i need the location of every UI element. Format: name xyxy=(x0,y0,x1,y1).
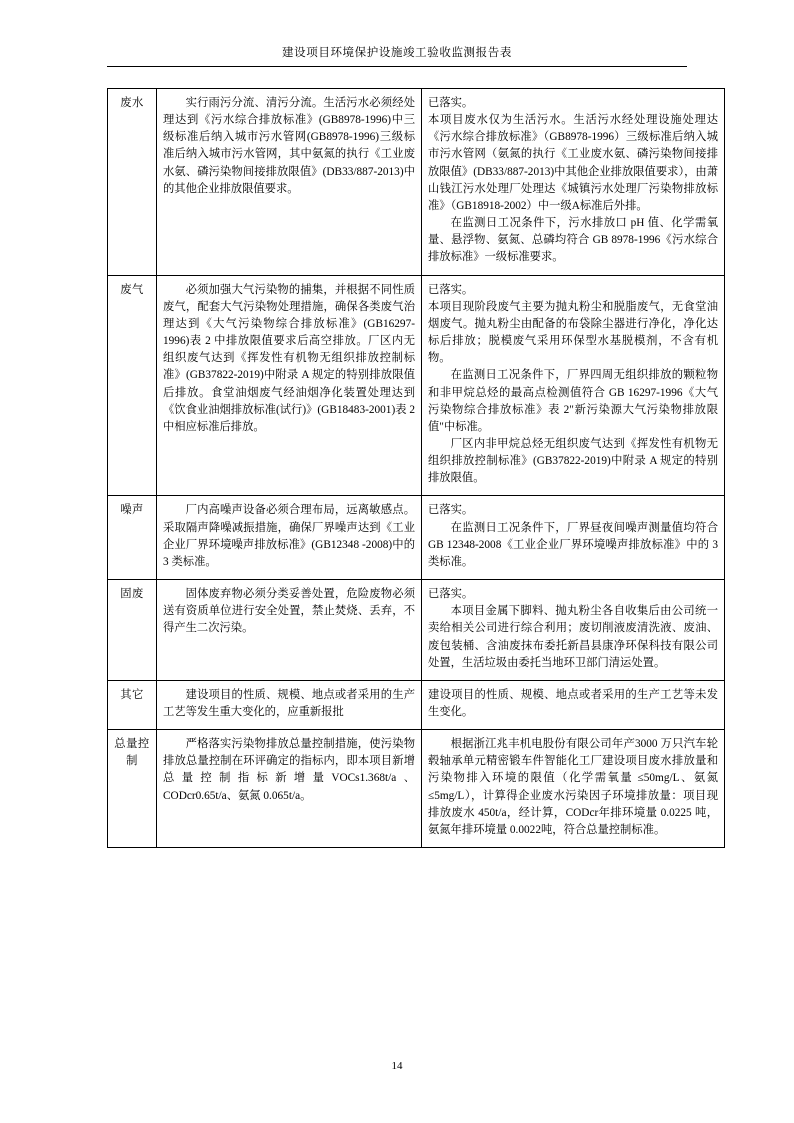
row-label-noise: 噪声 xyxy=(108,496,157,580)
row-result-noise xyxy=(422,496,725,580)
page-header-title: 建设项目环境保护设施竣工验收监测报告表 xyxy=(282,47,512,59)
paragraph: 严格落实污染物排放总量控制措施，使污染物排放总量控制在环评确定的指标内，即本项目新增总量控制指标新增量VOCs1.368t/a、CODcr0.65t/a、氨氮 0.065t/a。 xyxy=(163,738,415,802)
paragraph: 本项目金属下脚料、抛丸粉尘各自收集后由公司统一卖给相关公司进行综合利用；废切削液废清洗液、废油、废包装桶、含油废抹布委托新昌县康净环保科技有限公司处置，生活垃圾由委托当地环卫部门清运处置。 xyxy=(428,605,718,669)
table-row xyxy=(108,730,725,848)
row-requirement-total-control xyxy=(157,730,422,848)
table-row xyxy=(108,496,725,580)
table-row xyxy=(108,580,725,681)
row-requirement-waste-gas xyxy=(157,275,422,496)
paragraph: 已落实。 xyxy=(428,504,474,517)
paragraph: 已落实。 xyxy=(428,97,474,109)
paragraph: 本项目废水仅为生活污水。生活污水经处理设施处理达《污水综合排放标准》（GB8978-1996）三级标准后纳入城市污水管网（氨氮的执行《工业废水氨、磷污染物间接排放限值》(DB33/887-2013)中其他企业排放限值要求），由萧山钱江污水处理厂处理达《城镇污水处理厂污染物排放标准》（GB18918-2002）中一级A标准后外排。 xyxy=(428,114,718,212)
paragraph: 本项目现阶段废气主要为抛丸粉尘和脱脂废气，无食堂油烟废气。抛丸粉尘由配备的布袋除尘器进行净化，净化达标后排放；脱模废气采用环保型水基脱模剂，不含有机物。 xyxy=(428,300,718,365)
table-row xyxy=(108,680,725,729)
paragraph: 建设项目的性质、规模、地点或者采用的生产工艺等未发生变化。 xyxy=(428,688,718,718)
paragraph: 必须加强大气污染物的捕集，并根据不同性质废气，配套大气污染物处理措施，确保各类废气治理达到《大气污染物综合排放标准》(GB16297-1996)表 2 中排放限值要求后高空排放。厂区内无组织废气达到《挥发性有机物无组织排放控制标准》(GB37822-2019)中附录 A 规定的特别排放限值后排放。食堂油烟废气经油烟净化装置处理达到《饮食业油烟排放标准(试行)》(GB18483-2001)表 2 中相应标准后排放。 xyxy=(163,283,415,433)
paragraph: 在监测日工况条件下，厂界四周无组织排放的颗粒物和非甲烷总烃的最高点检测值符合 GB 16297-1996《大气污染物综合排放标准》表 2"新污染源大气污染物排放限值"中标准。 xyxy=(428,369,718,433)
paragraph: 建设项目的性质、规模、地点或者采用的生产工艺等发生重大变化的，应重新报批 xyxy=(163,688,415,718)
paragraph: 在监测日工况条件下，污水排放口 pH 值、化学需氧量、悬浮物、氨氮、总磷均符合 GB 8978-1996《污水综合排放标准》一级标准要求。 xyxy=(428,217,718,264)
table-row xyxy=(108,89,725,276)
paragraph: 厂内高噪声设备必须合理布局，远离敏感点。采取隔声降噪减振措施，确保厂界噪声达到《工业企业厂界环境噪声排放标准》(GB12348 -2008)中的 3 类标准。 xyxy=(163,504,415,568)
row-result-solid-waste xyxy=(422,580,725,681)
paragraph: 实行雨污分流、清污分流。生活污水必须经处理达到《污水综合排放标准》(GB8978-1996)中三级标准后纳入城市污水管网(GB8978-1996)三级标准后纳入城市污水管网，其中氨氮的执行《工业废水氨、磷污染物间接排放限值》(DB33/887-2013)中的其他企业排放限值要求。 xyxy=(163,97,415,195)
row-label-waste-gas: 废气 xyxy=(108,275,157,496)
paragraph: 厂区内非甲烷总烃无组织废气达到《挥发性有机物无组织排放控制标准》(GB37822-2019)中附录 A 规定的特别排放限值。 xyxy=(428,437,718,485)
table-row xyxy=(108,275,725,496)
row-requirement-wastewater xyxy=(157,89,422,276)
acceptance-requirements-table xyxy=(107,88,725,848)
row-label-solid-waste: 固废 xyxy=(108,580,157,681)
paragraph: 根据浙江兆丰机电股份有限公司年产3000 万只汽车轮毂轴承单元精密锻车件智能化工厂建设项目废水排放量和污染物排入环境的限值（化学需氧量 ≤50mg/L、氨氮≤5mg/L），计算得企业废水污染因子环境排放量：项目现排放废水 450t/a，经计算，CODcr年排环境量 0.0225 吨，氨氮年排环境量 0.0022吨，符合总量控制标准。 xyxy=(428,738,718,836)
row-result-wastewater xyxy=(422,89,725,276)
page-number: 14 xyxy=(391,1060,403,1072)
row-result-total-control xyxy=(422,730,725,848)
paragraph: 在监测日工况条件下，厂界昼夜间噪声测量值均符合 GB 12348-2008《工业企业厂界环境噪声排放标准》中的 3 类标准。 xyxy=(428,521,718,568)
row-result-waste-gas xyxy=(422,275,725,496)
paragraph: 固体废弃物必须分类妥善处置，危险废物必须送有资质单位进行安全处置，禁止焚烧、丢弃，不得产生二次污染。 xyxy=(163,588,415,635)
header-divider xyxy=(107,66,687,67)
paragraph: 已落实。 xyxy=(428,588,474,601)
row-label-total-control: 总量控制 xyxy=(108,730,157,848)
row-label-wastewater: 废水 xyxy=(108,89,157,276)
row-label-other: 其它 xyxy=(108,680,157,729)
row-result-other xyxy=(422,680,725,729)
row-requirement-noise xyxy=(157,496,422,580)
row-requirement-other xyxy=(157,680,422,729)
paragraph: 已落实。 xyxy=(428,283,474,296)
row-requirement-solid-waste xyxy=(157,580,422,681)
